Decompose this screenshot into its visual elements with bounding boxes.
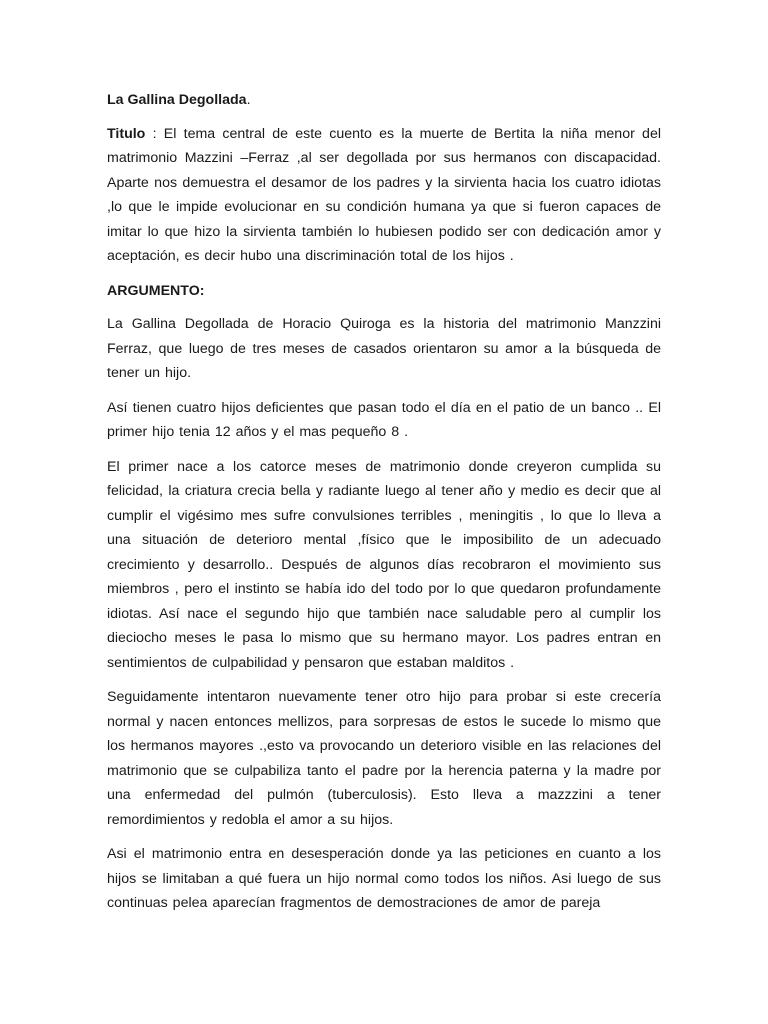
- intro-lead: Titulo: [107, 125, 146, 142]
- intro-text: : El tema central de este cuento es la muerte de Bertita la niña menor del matrimonio Mazzini –Ferraz ,al ser degollada por sus hermanos con discapacidad. Aparte nos demuestra el desamor de los padres y la sirvienta hacia los cuatro idiotas ,lo que le impide evolucionar en su condición humana ya que si fueron capaces de imitar lo que hizo la sirvienta también lo hubiesen podido ser con dedicación amor y aceptación, es decir hubo una discriminación total de los hijos .: [107, 125, 661, 264]
- paragraph-1: La Gallina Degollada de Horacio Quiroga es la historia del matrimonio Manzzini Ferraz, que luego de tres meses de casados orientaron su amor a la búsqueda de tener un hijo.: [107, 316, 661, 381]
- paragraph-5: Asi el matrimonio entra en desesperación donde ya las peticiones en cuanto a los hijos se limitaban a qué fuera un hijo normal como todos los niños. Asi luego de sus continuas pelea aparecían fragmentos de demostraciones de amor de pareja: [107, 846, 661, 911]
- intro-paragraph: [107, 122, 661, 269]
- title-period: .: [246, 92, 251, 108]
- title-text: La Gallina Degollada: [107, 92, 247, 108]
- paragraph-4: Seguidamente intentaron nuevamente tener otro hijo para probar si este crecería normal y nacen entonces mellizos, para sorpresas de estos le sucede lo mismo que los hermanos mayores .,esto va provocando un deterioro visible en las relaciones del matrimonio que se culpabiliza tanto el padre por la herencia paterna y la madre por una enfermedad del pulmón (tuberculosis). Esto lleva a mazzzini a tener remordimientos y redobla el amor a su hijos.: [107, 689, 661, 828]
- paragraph-2: Así tienen cuatro hijos deficientes que pasan todo el día en el patio de un banco .. El primer hijo tenia 12 años y el mas pequeño 8 .: [107, 399, 661, 440]
- document-title: [107, 88, 661, 113]
- paragraph-3: El primer nace a los catorce meses de matrimonio donde creyeron cumplida su felicidad, la criatura crecia bella y radiante luego al tener año y medio es decir que al cumplir el vigésimo mes sufre convulsiones terribles , meningitis , lo que lo lleva a una situación de deterioro mental ,físico que le imposibilito de un adecuado crecimiento y desarrollo.. Después de algunos días recobraron el movimiento sus miembros , pero el instinto se había ido del todo por lo que quedaron profundamente idiotas. Así nace el segundo hijo que también nace saludable pero al cumplir los dieciocho meses le pasa lo mismo que su hermano mayor. Los padres entran en sentimientos de culpabilidad y pensaron que estaban malditos .: [107, 458, 661, 671]
- section-heading-argumento: ARGUMENTO:: [107, 282, 205, 299]
- document-body: [107, 88, 661, 926]
